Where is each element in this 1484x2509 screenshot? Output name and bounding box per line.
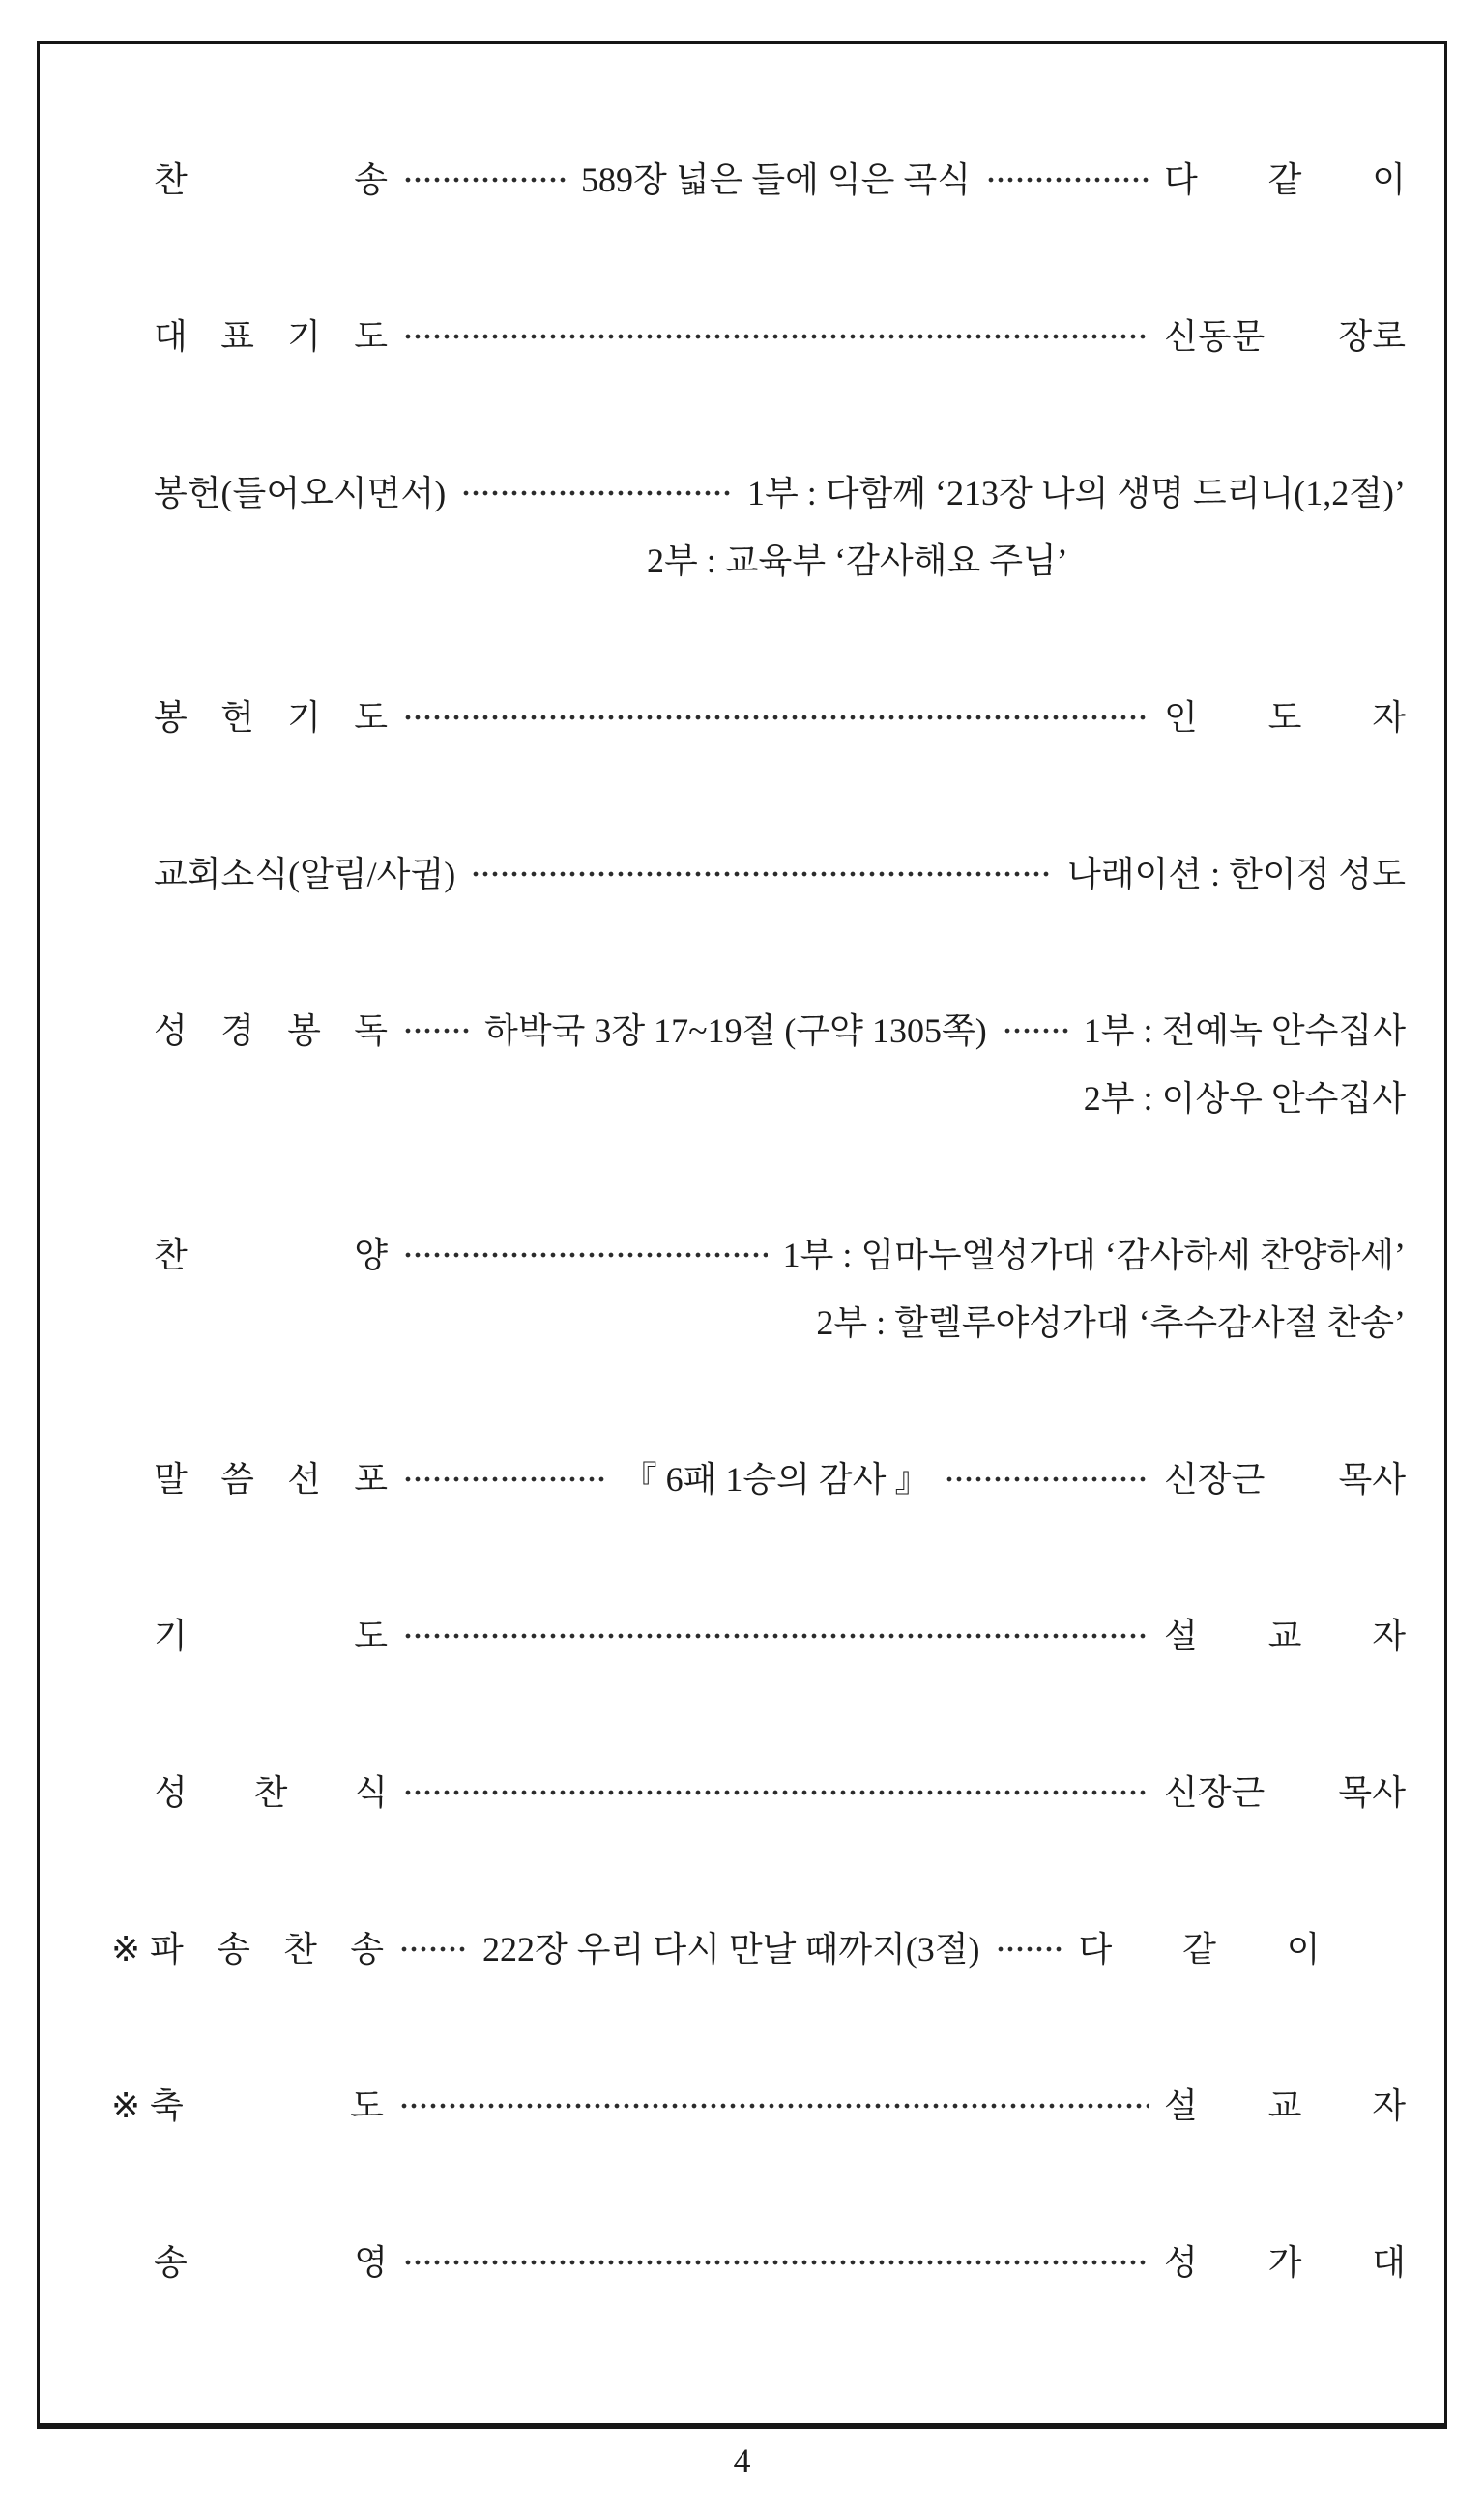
anthem-part1: 1부 : 임마누엘성가대 ‘감사하세 찬양하세’ [782, 1236, 1406, 1274]
row-hymn [154, 146, 1406, 214]
row-prayer [154, 1602, 1406, 1670]
row-communion [154, 1759, 1406, 1826]
item-label: 교회소식(알림/사귐) [154, 855, 456, 893]
dot-leader [403, 176, 566, 184]
narrator: 나래이션 : 한이정 성도 [1067, 855, 1406, 893]
anthem-part2: 2부 : 할렐루야성가대 ‘추수감사절 찬송’ [816, 1303, 1406, 1342]
dot-leader [403, 1632, 1149, 1640]
dot-leader [399, 2102, 1149, 2110]
item-label: 봉 헌 기 도 [154, 698, 388, 737]
dot-leader [461, 489, 732, 497]
row-offering-prayer [154, 684, 1406, 751]
item-label: 성 경 봉 독 [154, 1011, 388, 1050]
performer: 성 가 대 [1164, 2243, 1406, 2282]
reader-part2: 2부 : 이상우 안수집사 [1083, 1079, 1406, 1118]
item-label: 찬 양 [154, 1236, 388, 1274]
row-representative-prayer [154, 303, 1406, 370]
item-label: 찬 송 [154, 160, 388, 199]
row-offering [154, 459, 1406, 595]
dot-leader [1003, 1027, 1068, 1035]
standing-marker-icon: ※ [111, 2086, 141, 2125]
performer: 다 같 이 [1078, 1930, 1321, 1969]
hymn-title: 222장 우리 다시 만날 때까지(3절) [482, 1930, 980, 1969]
row-sending-hymn [111, 1915, 1406, 1983]
sermon-title: 『 6패 1승의 감사 』 [622, 1460, 930, 1499]
row-benediction [111, 2072, 1406, 2140]
dot-leader [403, 1789, 1149, 1796]
reader-part1: 1부 : 전예녹 안수집사 [1083, 1011, 1406, 1050]
item-label: 봉헌(들어오시면서) [154, 474, 447, 512]
item-label: 말 씀 선 포 [154, 1460, 388, 1499]
scripture-reference: 하박국 3장 17~19절 (구약 1305쪽) [484, 1011, 987, 1050]
dot-leader [403, 1475, 607, 1483]
row-church-news [154, 840, 1406, 908]
row-gloria [154, 2229, 1406, 2296]
row-sermon [154, 1445, 1406, 1513]
dot-leader [996, 1945, 1063, 1953]
dot-leader [403, 1251, 768, 1259]
item-label: 기 도 [154, 1617, 388, 1655]
dot-leader [471, 870, 1052, 878]
page-number: 4 [733, 2441, 751, 2480]
dot-leader [399, 1945, 467, 1953]
performer: 다 같 이 [1164, 160, 1407, 199]
performer: 인 도 자 [1164, 698, 1406, 737]
item-label: 축 도 [150, 2086, 384, 2125]
dot-leader [403, 333, 1149, 340]
page-border-frame [37, 41, 1447, 2429]
item-label: 성 찬 식 [154, 1773, 388, 1812]
performer: 신장근 목사 [1164, 1460, 1407, 1499]
performer: 설 교 자 [1164, 2086, 1406, 2125]
performer: 신동문 장로 [1164, 317, 1406, 356]
dot-leader [986, 176, 1149, 184]
item-label: 대 표 기 도 [154, 317, 388, 356]
row-anthem [154, 1221, 1406, 1357]
item-label: 송 영 [154, 2243, 388, 2282]
performer: 신장근 목사 [1164, 1773, 1406, 1812]
standing-marker-icon: ※ [111, 1930, 141, 1969]
dot-leader [403, 714, 1149, 721]
item-label: 파 송 찬 송 [150, 1930, 384, 1969]
row-scripture-reading [154, 997, 1406, 1132]
dot-leader [403, 2259, 1149, 2266]
performer: 설 교 자 [1164, 1617, 1406, 1655]
offering-part1: 1부 : 다함께 ‘213장 나의 생명 드리니(1,2절)’ [746, 474, 1406, 512]
offering-part2: 2부 : 교육부 ‘감사해요 주님’ [647, 541, 1068, 580]
dot-leader [403, 1027, 469, 1035]
hymn-title: 589장 넓은 들에 익은 곡식 [581, 160, 971, 199]
dot-leader [945, 1475, 1149, 1483]
